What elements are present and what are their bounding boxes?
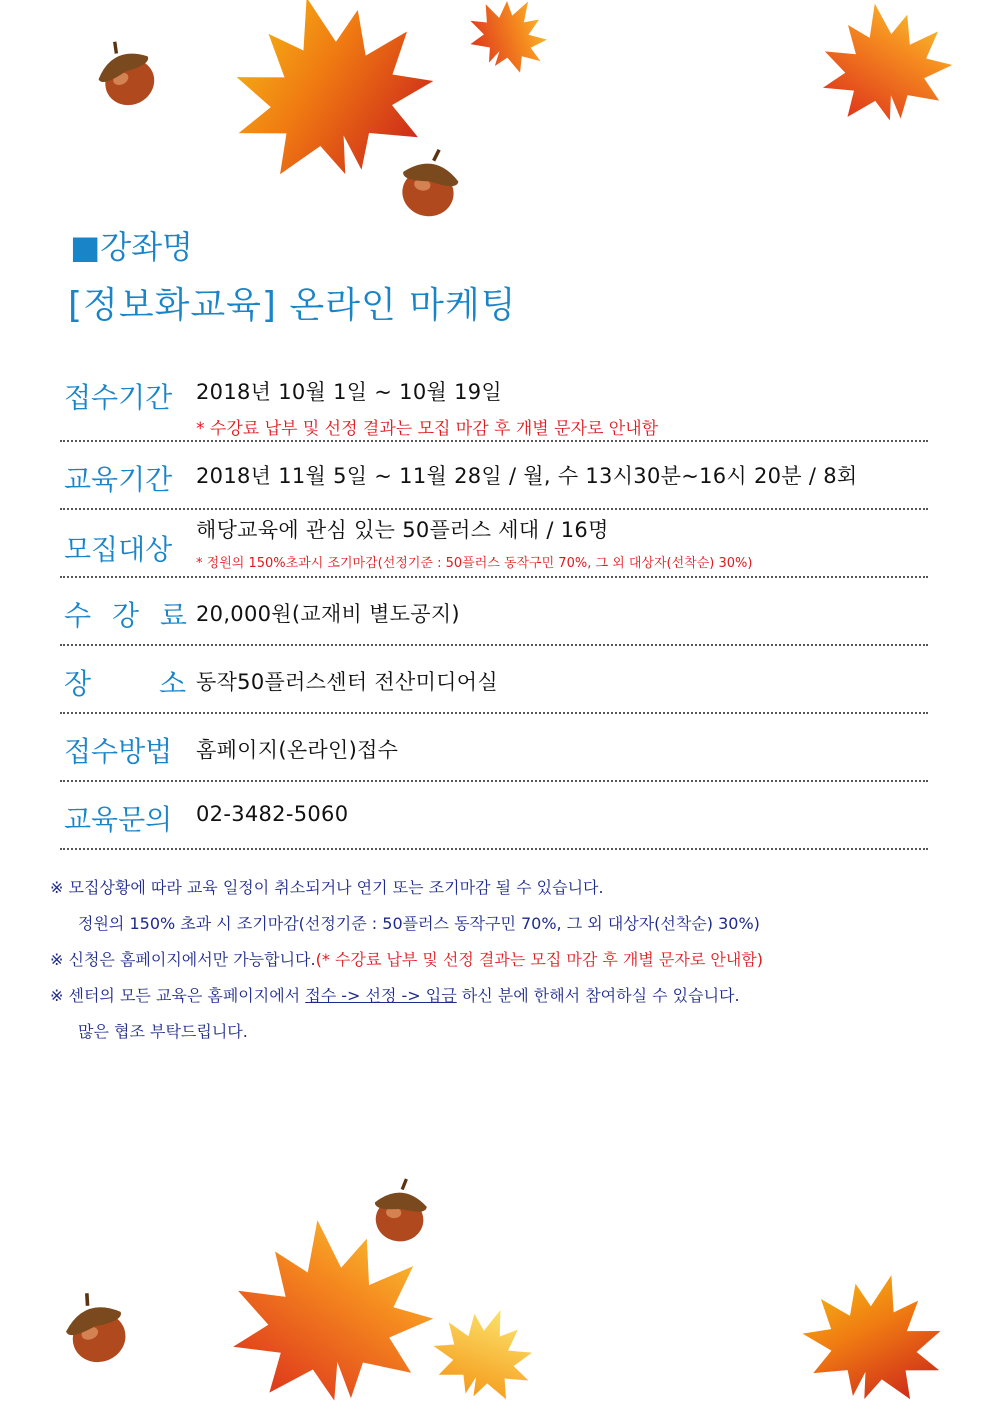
place-row <box>60 646 928 714</box>
notice-text: ※ 센터의 모든 교육은 홈페이지에서 <box>50 986 306 1005</box>
method-label: 접수방법 <box>64 735 173 768</box>
maple-leaf-icon <box>795 1270 955 1410</box>
acorn-icon <box>395 145 465 220</box>
course-label: ■강좌명 <box>70 228 193 266</box>
notice-section <box>50 870 940 1050</box>
target-note: * 정원의 150%초과시 조기마감(선정기준 : 50플러스 동작구민 70%, 그 외 대상자(선착순) 30%) <box>196 556 753 571</box>
target-value: 해당교육에 관심 있는 50플러스 세대 / 16명 <box>196 518 609 542</box>
method-value: 홈페이지(온라인)접수 <box>196 738 399 762</box>
target-row <box>60 510 928 578</box>
notice-line: 많은 협조 부탁드립니다. <box>78 1022 248 1041</box>
notice-line: ※ 모집상황에 따라 교육 일정이 취소되거나 연기 또는 조기마감 될 수 있습니다. <box>50 878 604 897</box>
registration-value: 2018년 10월 1일 ~ 10월 19일 <box>196 380 502 404</box>
maple-leaf-icon <box>815 0 955 130</box>
notice-underlined-text: 접수 -> 선정 -> 입금 <box>305 986 457 1005</box>
acorn-icon <box>368 1175 433 1245</box>
notice-line <box>50 978 940 1014</box>
info-table <box>60 360 928 850</box>
course-title: [정보화교육] 온라인 마케팅 <box>68 285 517 326</box>
maple-leaf-icon <box>220 1215 440 1415</box>
education-period-value: 2018년 11월 5일 ~ 11월 28일 / 월, 수 13시30분~16시 20분 / 8회 <box>196 464 858 488</box>
education-period-label: 교육기간 <box>64 463 173 496</box>
registration-label: 접수기간 <box>64 381 173 414</box>
fee-label: 수 강 료 <box>64 599 193 632</box>
acorn-icon <box>85 38 165 108</box>
fee-value: 20,000원(교재비 별도공지) <box>196 602 460 626</box>
notice-text: ※ 신청은 홈페이지에서만 가능합니다. <box>50 950 316 969</box>
fee-row <box>60 578 928 646</box>
registration-note: * 수강료 납부 및 선정 결과는 모집 마감 후 개별 문자로 안내함 <box>196 419 659 439</box>
target-label: 모집대상 <box>64 533 173 566</box>
method-row <box>60 714 928 782</box>
inquiry-label: 교육문의 <box>64 803 173 836</box>
maple-leaf-icon <box>430 1305 540 1405</box>
maple-leaf-icon <box>455 0 565 75</box>
notice-red-text: (* 수강료 납부 및 선정 결과는 모집 마감 후 개별 문자로 안내함) <box>315 950 763 969</box>
inquiry-value: 02-3482-5060 <box>196 802 349 826</box>
notice-line: 정원의 150% 초과 시 조기마감(선정기준 : 50플러스 동작구민 70%, 그 외 대상자(선착순) 30%) <box>78 914 760 933</box>
inquiry-row <box>60 782 928 850</box>
registration-row <box>60 360 928 442</box>
education-period-row <box>60 442 928 510</box>
place-label: 장 소 <box>64 667 191 700</box>
notice-text: 하신 분에 한해서 참여하실 수 있습니다. <box>456 986 740 1005</box>
place-value: 동작50플러스센터 전산미디어실 <box>196 670 498 694</box>
notice-line <box>50 942 940 978</box>
acorn-icon <box>55 1290 135 1365</box>
